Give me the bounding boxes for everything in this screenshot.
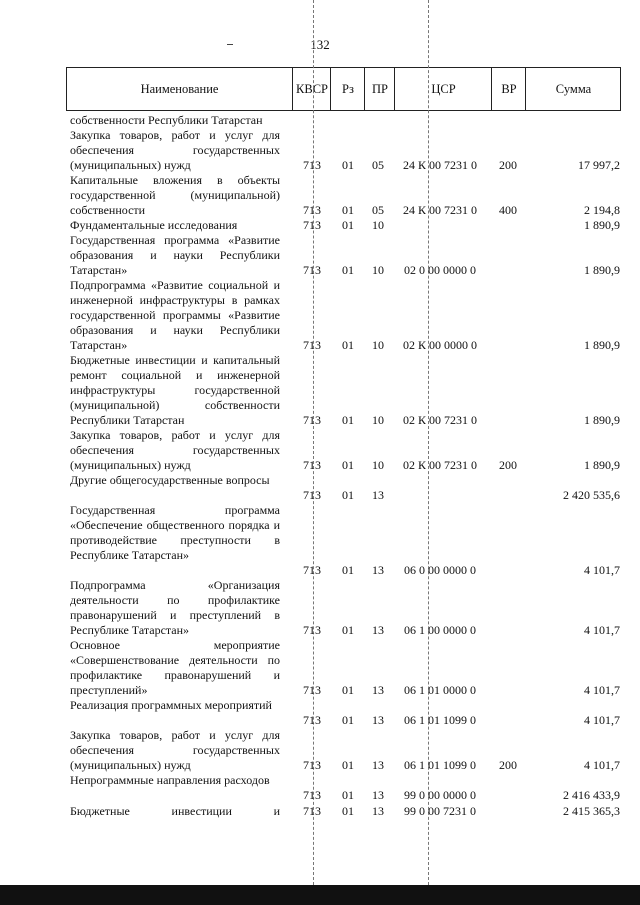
- row-pr: 10: [372, 338, 384, 352]
- row-name: Фундаментальные исследования: [70, 218, 238, 232]
- header-name: Наименование: [140, 82, 219, 96]
- row-name: Реализация программных мероприятий: [70, 698, 272, 712]
- row-vr: 400: [499, 203, 517, 217]
- row-rz: 01: [342, 413, 354, 427]
- row-sum: 1 890,9: [584, 263, 620, 277]
- row-name: собственности Республики Татарстан: [70, 113, 263, 127]
- row-sum: 1 890,9: [584, 458, 620, 472]
- row-sum: 4 101,7: [584, 713, 620, 727]
- row-pr: 13: [372, 623, 384, 637]
- row-kvsr: 713: [303, 158, 321, 172]
- row-rz: 01: [342, 338, 354, 352]
- row-kvsr: 713: [303, 338, 321, 352]
- row-name: Капитальные вложения в объекты государственной (муниципальной) собственности: [70, 173, 280, 217]
- column-divider: [428, 0, 429, 885]
- row-name: Бюджетные инвестиции и: [70, 804, 280, 818]
- row-name: Подпрограмма «Организация деятельности по профилактике правонарушений и преступлений в Республике Татарстан»: [70, 578, 280, 637]
- row-sum: 2 416 433,9: [563, 788, 620, 802]
- row-kvsr: 713: [303, 683, 321, 697]
- row-name: Непрограммные направления расходов: [70, 773, 270, 787]
- row-name: Закупка товаров, работ и услуг для обеспечения государственных (муниципальных) нужд: [70, 128, 280, 172]
- row-csr: 06 0 00 0000 0: [404, 563, 476, 577]
- row-pr: 13: [372, 804, 384, 818]
- row-name: Основное мероприятие «Совершенствование деятельности по профилактике правонарушений и преступлений»: [70, 638, 280, 697]
- header-vr: ВР: [491, 68, 526, 110]
- row-kvsr: 713: [303, 458, 321, 472]
- row-kvsr: 713: [303, 758, 321, 772]
- row-pr: 13: [372, 488, 384, 502]
- row-csr: 02 0 00 0000 0: [404, 263, 476, 277]
- row-rz: 01: [342, 804, 354, 818]
- row-kvsr: 713: [303, 203, 321, 217]
- row-kvsr: 713: [303, 804, 321, 818]
- row-sum: 1 890,9: [584, 338, 620, 352]
- row-rz: 01: [342, 458, 354, 472]
- row-csr: 24 К 00 7231 0: [402, 158, 477, 172]
- header-pr: ПР: [364, 68, 395, 110]
- row-csr: 06 1 01 1099 0: [404, 713, 476, 727]
- row-csr: 02 К 00 7231 0: [402, 413, 477, 427]
- row-sum: 4 101,7: [584, 563, 620, 577]
- row-sum: 4 101,7: [584, 758, 620, 772]
- row-name: Подпрограмма «Развитие социальной и инженерной инфраструктуры в рамках государственной программы «Развитие образования и науки Республики Татарстан»: [70, 278, 280, 352]
- row-rz: 01: [342, 758, 354, 772]
- row-sum: 2 415 365,3: [563, 804, 620, 818]
- row-csr: 99 0 00 7231 0: [404, 804, 476, 818]
- row-pr: 10: [372, 218, 384, 232]
- row-name: Государственная программа «Развитие образования и науки Республики Татарстан»: [70, 233, 280, 277]
- row-pr: 05: [372, 158, 384, 172]
- row-sum: 4 101,7: [584, 623, 620, 637]
- row-sum: 17 997,2: [578, 158, 620, 172]
- row-pr: 05: [372, 203, 384, 217]
- row-sum: 2 194,8: [584, 203, 620, 217]
- row-csr: 99 0 00 0000 0: [404, 788, 476, 802]
- row-name: Государственная программа «Обеспечение общественного порядка и противодействие преступности в Республике Татарстан»: [70, 503, 280, 562]
- row-csr: 06 1 01 1099 0: [404, 758, 476, 772]
- header-sum: Сумма: [525, 68, 621, 110]
- header-csr: ЦСР: [394, 68, 492, 110]
- row-csr: 02 К 00 7231 0: [402, 458, 477, 472]
- row-pr: 13: [372, 758, 384, 772]
- column-divider: [313, 0, 314, 885]
- row-rz: 01: [342, 683, 354, 697]
- row-pr: 13: [372, 683, 384, 697]
- row-csr: 06 1 00 0000 0: [404, 623, 476, 637]
- row-rz: 01: [342, 623, 354, 637]
- row-pr: 13: [372, 563, 384, 577]
- header-kvsr: КВСР: [292, 68, 331, 110]
- row-kvsr: 713: [303, 788, 321, 802]
- row-rz: 01: [342, 218, 354, 232]
- row-sum: 1 890,9: [584, 218, 620, 232]
- row-sum: 1 890,9: [584, 413, 620, 427]
- row-pr: 13: [372, 788, 384, 802]
- row-rz: 01: [342, 563, 354, 577]
- row-pr: 10: [372, 413, 384, 427]
- row-rz: 01: [342, 713, 354, 727]
- row-vr: 200: [499, 758, 517, 772]
- row-kvsr: 713: [303, 263, 321, 277]
- row-rz: 01: [342, 263, 354, 277]
- row-pr: 10: [372, 263, 384, 277]
- row-kvsr: 713: [303, 218, 321, 232]
- scan-border: [0, 885, 640, 905]
- row-csr: 24 К 00 7231 0: [402, 203, 477, 217]
- header-rz: Рз: [330, 68, 365, 110]
- row-rz: 01: [342, 203, 354, 217]
- row-vr: 200: [499, 158, 517, 172]
- table-header: [66, 67, 621, 111]
- row-kvsr: 713: [303, 623, 321, 637]
- row-rz: 01: [342, 158, 354, 172]
- row-sum: 4 101,7: [584, 683, 620, 697]
- row-kvsr: 713: [303, 488, 321, 502]
- row-name: Закупка товаров, работ и услуг для обеспечения государственных (муниципальных) нужд: [70, 728, 280, 772]
- row-kvsr: 713: [303, 413, 321, 427]
- row-name: Бюджетные инвестиции и капитальный ремонт социальной и инженерной инфраструктуры государственной (муниципальной) собственности Республики Татарстан: [70, 353, 280, 427]
- row-csr: 02 К 00 0000 0: [402, 338, 477, 352]
- row-rz: 01: [342, 788, 354, 802]
- row-sum: 2 420 535,6: [563, 488, 620, 502]
- row-csr: 06 1 01 0000 0: [404, 683, 476, 697]
- row-name: Другие общегосударственные вопросы: [70, 473, 270, 487]
- row-name: Закупка товаров, работ и услуг для обеспечения государственных (муниципальных) нужд: [70, 428, 280, 472]
- row-kvsr: 713: [303, 713, 321, 727]
- row-kvsr: 713: [303, 563, 321, 577]
- row-pr: 10: [372, 458, 384, 472]
- page-number: 132: [310, 37, 330, 52]
- row-vr: 200: [499, 458, 517, 472]
- row-pr: 13: [372, 713, 384, 727]
- row-rz: 01: [342, 488, 354, 502]
